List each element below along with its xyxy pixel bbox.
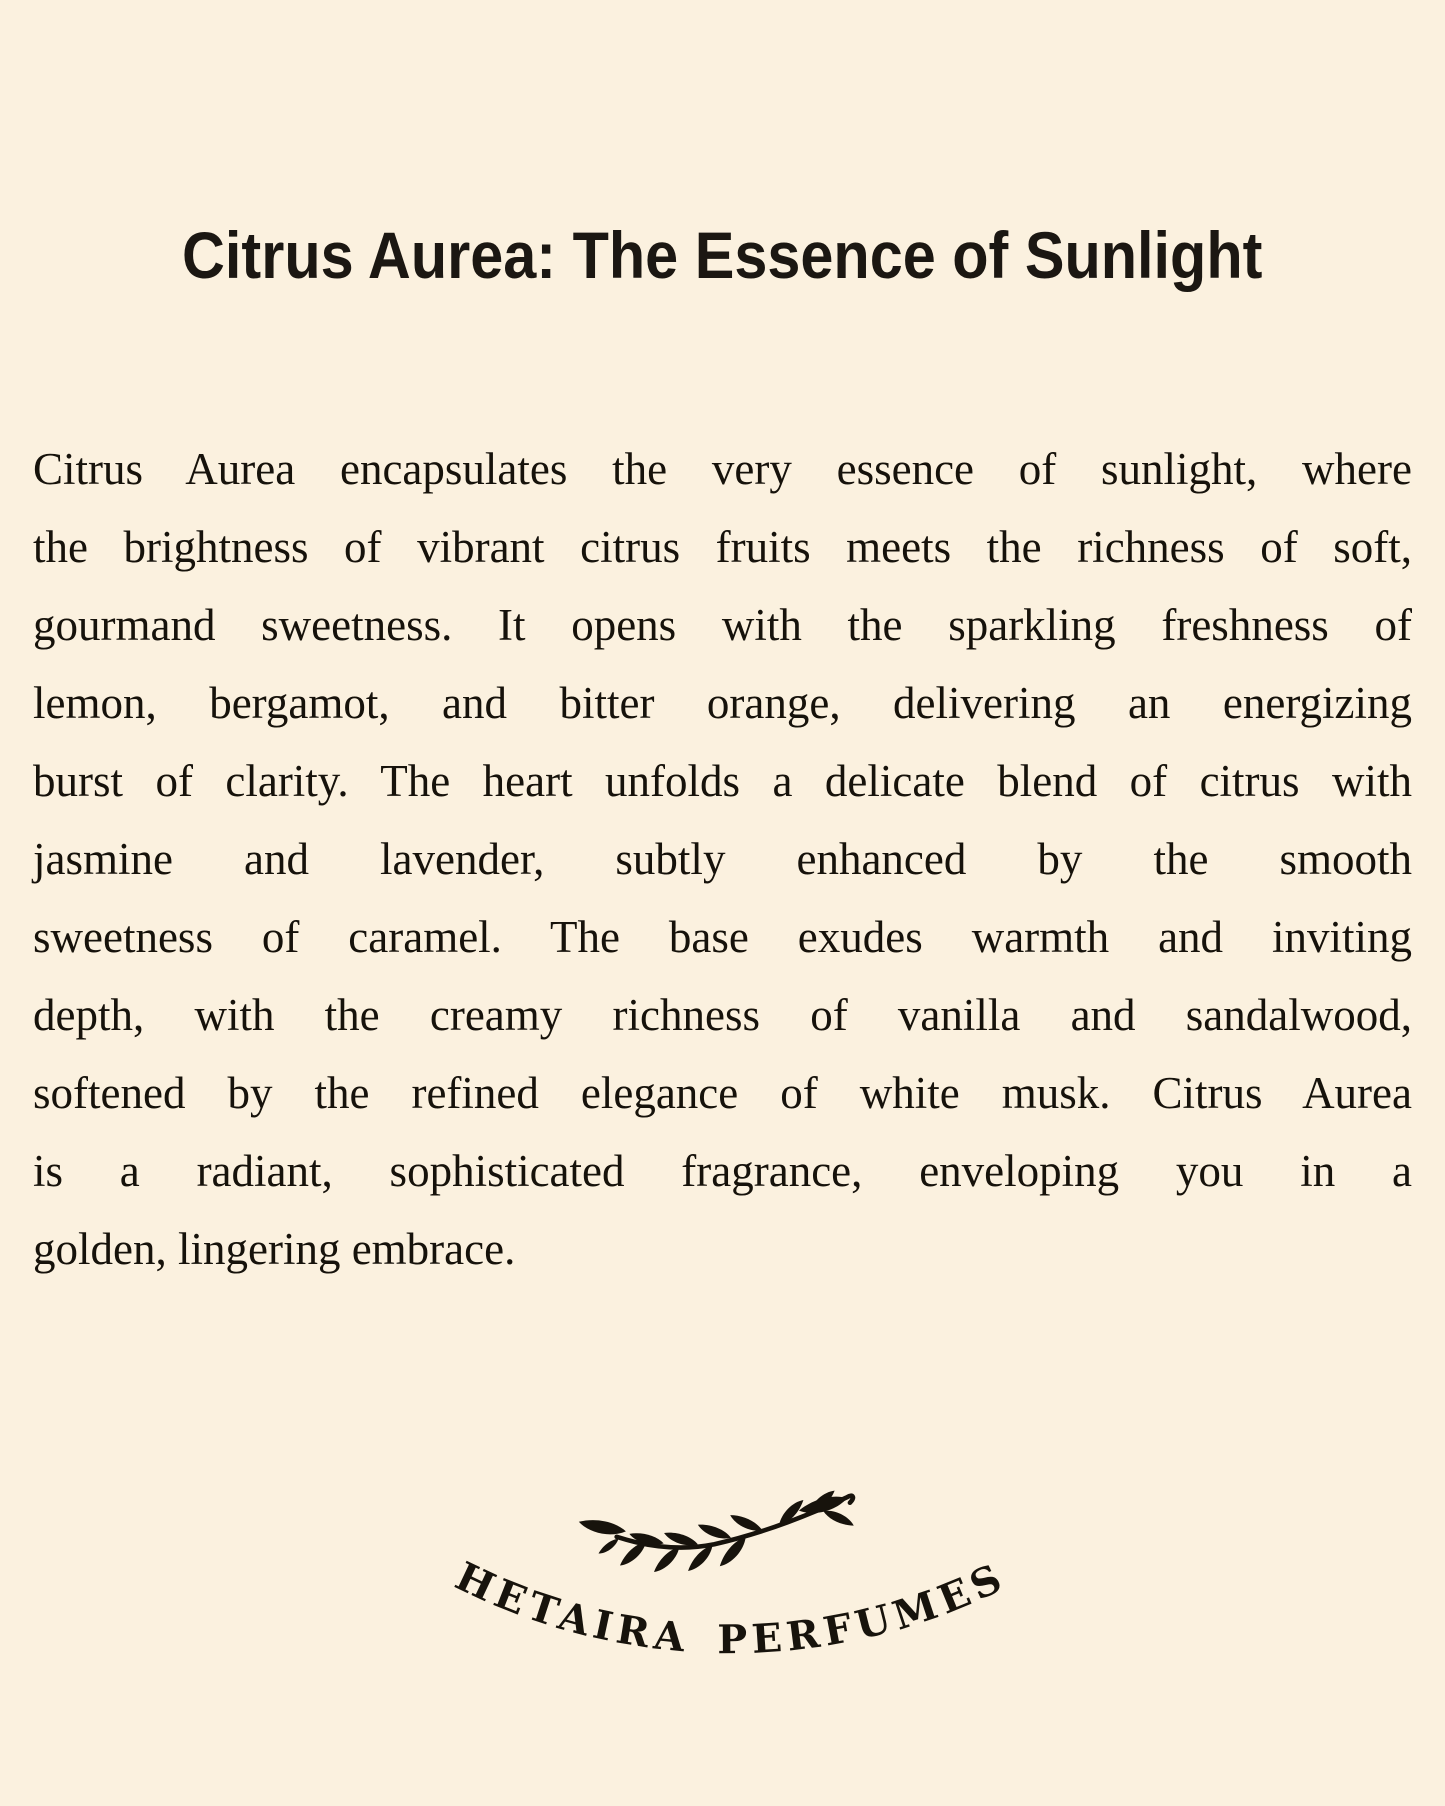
paragraph-line: depth, with the creamy richness of vanilla and sandalwood, <box>33 990 1412 1040</box>
branch-leaves <box>578 1489 855 1573</box>
body-paragraph <box>33 430 1412 1288</box>
page-title: Citrus Aurea: The Essence of Sunlight <box>182 218 1263 292</box>
title-row <box>0 218 1445 307</box>
paragraph-line: softened by the refined elegance of white musk. Citrus Aurea <box>33 1068 1412 1118</box>
paragraph-line: is a radiant, sophisticated fragrance, enveloping you in a <box>33 1146 1412 1196</box>
paragraph-line: jasmine and lavender, subtly enhanced by the smooth <box>33 834 1412 884</box>
paragraph-line: lemon, bergamot, and bitter orange, delivering an energizing <box>33 678 1412 728</box>
paragraph-line: golden, lingering embrace. <box>33 1224 516 1274</box>
brand-arc-text: HETAIRA PERFUMES <box>448 1553 1014 1664</box>
paragraph-line: burst of clarity. The heart unfolds a delicate blend of citrus with <box>33 756 1412 806</box>
paragraph-line: Citrus Aurea encapsulates the very essence of sunlight, where <box>33 444 1412 494</box>
laurel-branch-icon <box>436 1474 1026 1679</box>
paragraph-line: sweetness of caramel. The base exudes warmth and inviting <box>33 912 1412 962</box>
brand-name-arc <box>448 1554 1013 1664</box>
paragraph-line: gourmand sweetness. It opens with the sparkling freshness of <box>33 600 1412 650</box>
brand-logo <box>436 1474 1026 1679</box>
paragraph-line: the brightness of vibrant citrus fruits meets the richness of soft, <box>33 522 1412 572</box>
